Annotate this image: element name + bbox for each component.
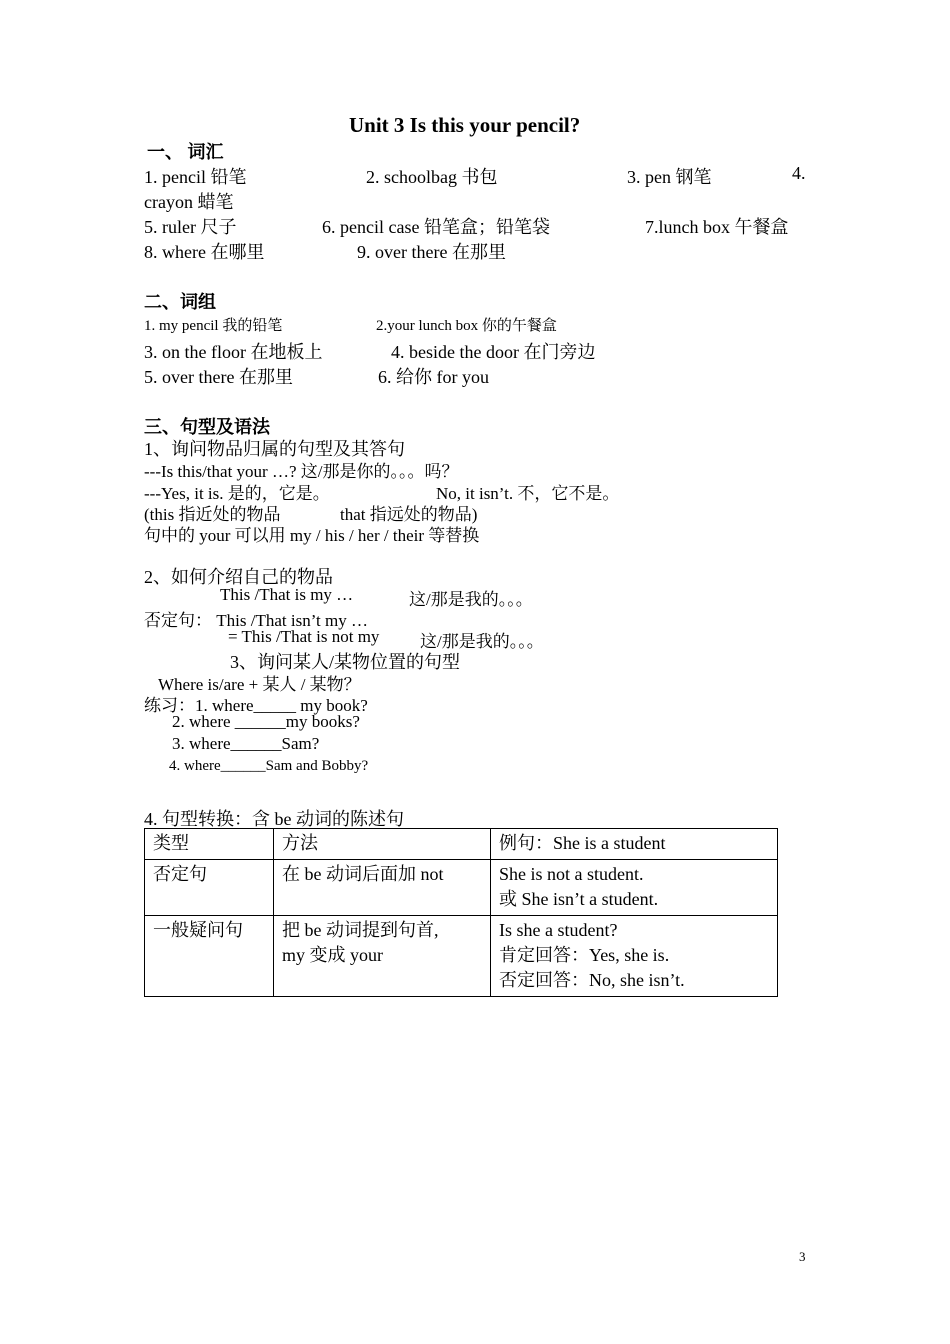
grammar-subtitle: 2、如何介绍自己的物品 xyxy=(144,567,333,587)
grammar-subtitle: 3、询问某人/某物位置的句型 xyxy=(230,652,460,672)
example-line: Is she a student? xyxy=(499,920,618,940)
phrase-item: 3. on the floor 在地板上 xyxy=(144,342,323,362)
table-row xyxy=(145,916,778,997)
table-header-cell: 类型 xyxy=(145,829,274,860)
table-cell-type: 否定句 xyxy=(145,860,274,916)
vocab-item: 2. schoolbag 书包 xyxy=(366,167,498,187)
grammar-line: = This /That is not my xyxy=(228,627,380,646)
table-row xyxy=(145,860,778,916)
phrase-item: 4. beside the door 在门旁边 xyxy=(391,342,596,362)
grammar-line: 否定句： This /That isn’t my … xyxy=(144,611,368,630)
page-number: 3 xyxy=(799,1249,806,1264)
vocab-item: 7.lunch box 午餐盒 xyxy=(645,217,789,237)
example-line: 肯定回答：Yes, she is. xyxy=(499,945,670,965)
grammar-line: No, it isn’t. 不，它不是。 xyxy=(436,484,620,503)
table-cell-example xyxy=(491,916,778,997)
method-line: 把 be 动词提到句首, xyxy=(282,920,439,940)
vocab-item: 6. pencil case 铅笔盒；铅笔袋 xyxy=(322,217,550,237)
exercise-item: 3. where______Sam? xyxy=(172,734,320,753)
table-cell-method xyxy=(274,916,491,997)
example-line: 或 She isn’t a student. xyxy=(499,889,659,909)
grammar-heading: 三、句型及语法 xyxy=(144,417,270,437)
grammar-line: 这/那是我的。。。 xyxy=(409,590,533,609)
vocab-heading: 一、 词汇 xyxy=(147,142,224,162)
phrase-item: 1. my pencil 我的铅笔 xyxy=(144,318,283,334)
grammar-subtitle: 1、询问物品归属的句型及其答句 xyxy=(144,439,405,459)
grammar-line: (this 指近处的物品 xyxy=(144,505,281,524)
grammar-line: Where is/are + 某人 / 某物？ xyxy=(158,675,361,694)
grammar-line: that 指远处的物品) xyxy=(340,505,478,524)
table-header-cell: 方法 xyxy=(274,829,491,860)
table-cell-type: 一般疑问句 xyxy=(145,916,274,997)
phrase-item: 2.your lunch box 你的午餐盒 xyxy=(376,318,557,334)
grammar-line: This /That is my … xyxy=(220,585,354,604)
conversion-table xyxy=(144,828,778,997)
grammar-line: ---Is this/that your …? 这/那是你的。。。吗？ xyxy=(144,462,459,481)
example-line: She is not a student. xyxy=(499,864,644,884)
table-header-row xyxy=(145,829,778,860)
vocab-item: 1. pencil 铅笔 xyxy=(144,167,247,187)
grammar-line: ---Yes, it is. 是的，它是。 xyxy=(144,484,330,503)
vocab-item: 5. ruler 尺子 xyxy=(144,217,237,237)
grammar-line: 句中的 your 可以用 my / his / her / their 等替换 xyxy=(144,526,480,545)
conversion-heading: 4. 句型转换：含 be 动词的陈述句 xyxy=(144,809,404,829)
exercise-item: 4. where______Sam and Bobby? xyxy=(169,758,369,774)
example-line: 否定回答：No, she isn’t. xyxy=(499,970,685,990)
table-header-cell: 例句：She is a student xyxy=(491,829,778,860)
phrase-item: 5. over there 在那里 xyxy=(144,367,293,387)
table-cell-example xyxy=(491,860,778,916)
vocab-item: 3. pen 钢笔 xyxy=(627,167,712,187)
grammar-line: 这/那是我的。。。 xyxy=(420,632,544,651)
table-cell-method xyxy=(274,860,491,916)
page-title: Unit 3 Is this your pencil? xyxy=(349,113,581,137)
phrases-heading: 二、词组 xyxy=(144,292,216,312)
vocab-item: 8. where 在哪里 xyxy=(144,242,265,262)
vocab-item: crayon 蜡笔 xyxy=(144,192,234,212)
method-line: 在 be 动词后面加 not xyxy=(282,864,444,884)
vocab-item-number: 4. xyxy=(792,163,806,183)
vocab-item: 9. over there 在那里 xyxy=(357,242,506,262)
exercise-item: 2. where ______my books? xyxy=(172,712,360,731)
phrase-item: 6. 给你 for you xyxy=(378,367,489,387)
method-line: my 变成 your xyxy=(282,945,383,965)
exercise-item: 练习：1. where_____ my book? xyxy=(144,696,368,715)
